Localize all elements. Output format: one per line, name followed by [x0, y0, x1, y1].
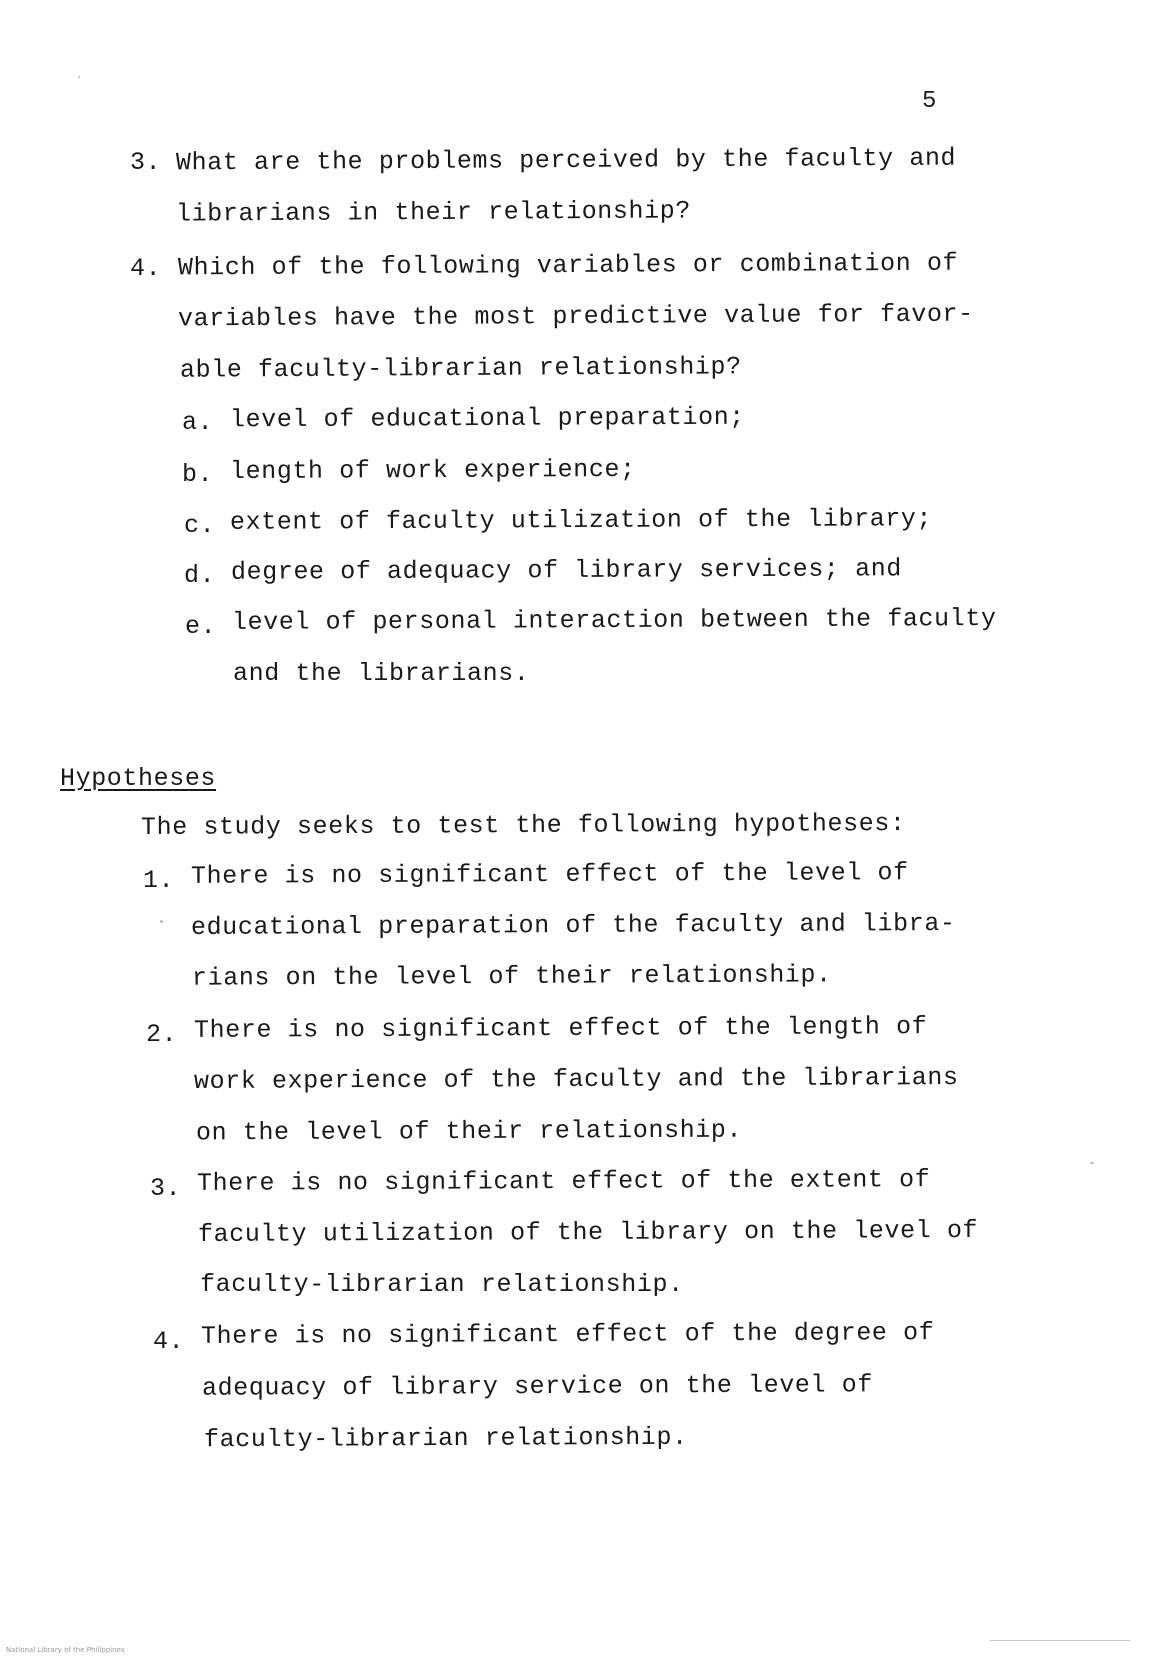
question-4-line-3: able faculty-librarian relationship?: [179, 352, 742, 385]
scan-speck: [160, 920, 163, 923]
sub-item-b-letter: b.: [182, 460, 214, 489]
sub-item-e-letter: e.: [185, 612, 217, 641]
hypothesis-3-number: 3.: [150, 1174, 182, 1203]
question-4-line-2: variables have the most predictive value for favor-: [177, 299, 974, 334]
hypothesis-4-line-2: adequacy of library service on the level of: [201, 1370, 873, 1403]
sub-item-b-text: length of work experience;: [229, 454, 636, 487]
hypothesis-2-line-2: work experience of the faculty and the librarians: [193, 1062, 959, 1097]
hypothesis-2-line-1: There is no significant effect of the length of: [193, 1012, 928, 1045]
scan-footer-note: National Library of the Philippines: [6, 1646, 125, 1654]
sub-item-a-text: level of educational preparation;: [229, 402, 745, 435]
sub-item-e-line-2: and the librarians.: [233, 659, 530, 688]
hypothesis-2-line-3: on the level of their relationship.: [195, 1115, 743, 1148]
question-3-number: 3.: [130, 148, 162, 177]
hypotheses-intro: The study seeks to test the following hypotheses:: [140, 808, 906, 843]
question-3-line-2: librarians in their relationship?: [175, 196, 691, 229]
hypothesis-1-line-3: rians on the level of their relationship.: [191, 960, 832, 993]
hypothesis-1-line-2: educational preparation of the faculty and libra-: [190, 908, 956, 943]
hypothesis-3-line-2: faculty utilization of the library on the level of: [197, 1215, 979, 1250]
sub-item-d-letter: d.: [184, 561, 216, 590]
scan-speck: [78, 76, 80, 78]
page-number: 5: [922, 88, 937, 115]
sub-item-c-text: extent of faculty utilization of the library;: [229, 504, 933, 537]
hypothesis-4-line-3: faculty-librarian relationship.: [203, 1422, 688, 1455]
sub-item-c-letter: c.: [184, 511, 216, 540]
hypothesis-4-line-1: There is no significant effect of the degree of: [200, 1318, 935, 1351]
hypothesis-1-line-1: There is no significant effect of the level of: [190, 858, 909, 891]
hypothesis-3-line-1: There is no significant effect of the extent of: [196, 1165, 931, 1198]
hypothesis-3-line-3: faculty-librarian relationship.: [200, 1270, 684, 1299]
sub-item-a-letter: a.: [182, 408, 214, 437]
scan-speck: [1090, 1162, 1094, 1164]
sub-item-d-text: degree of adequacy of library services; and: [230, 554, 902, 587]
sub-item-e-line-1: level of personal interaction between the faculty: [231, 603, 997, 638]
hypothesis-1-number: 1.: [143, 866, 175, 895]
question-4-number: 4.: [130, 254, 162, 283]
scan-edge-line: [990, 1640, 1130, 1641]
hypotheses-heading: Hypotheses: [60, 764, 217, 793]
hypothesis-4-number: 4.: [153, 1327, 185, 1356]
question-3-line-1: What are the problems perceived by the faculty and: [175, 143, 957, 178]
hypothesis-2-number: 2.: [146, 1020, 178, 1049]
question-4-line-1: Which of the following variables or combination of: [177, 248, 959, 283]
